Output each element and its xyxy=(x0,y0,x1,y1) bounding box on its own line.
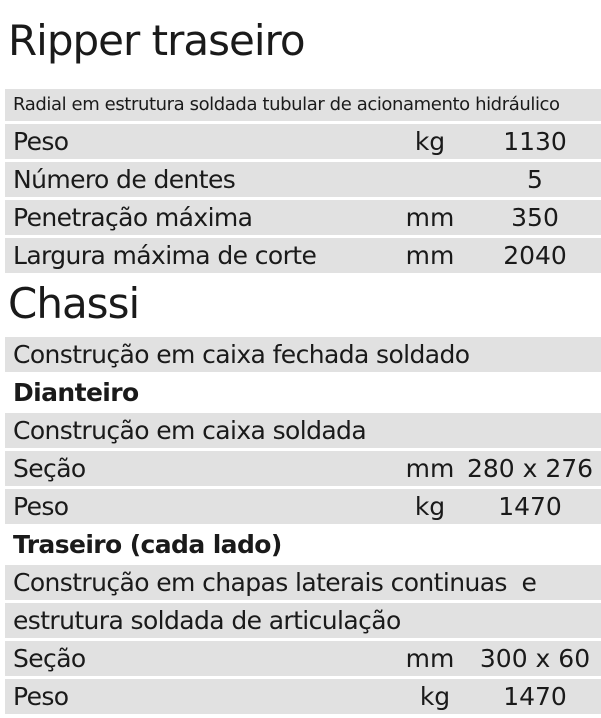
chassi-front-weight-value: 1470 xyxy=(498,492,562,521)
chassi-rear-section-label: Seção xyxy=(13,644,86,673)
ripper-cut-width-label: Largura máxima de corte xyxy=(13,241,317,270)
section-title-ripper: Ripper traseiro xyxy=(8,16,305,65)
ripper-penetration-label: Penetração máxima xyxy=(13,203,253,232)
ripper-teeth-label: Número de dentes xyxy=(13,165,236,194)
chassi-rear-row-weight xyxy=(5,679,601,716)
ripper-row-weight xyxy=(5,124,601,161)
chassi-rear-construction-row-1 xyxy=(5,565,601,602)
chassi-rear-construction-line2: estrutura soldada de articulação xyxy=(13,606,401,635)
chassi-front-weight-unit: kg xyxy=(414,492,446,521)
ripper-teeth-value: 5 xyxy=(527,165,543,194)
ripper-row-penetration xyxy=(5,200,601,237)
chassi-front-section-value: 280 x 276 xyxy=(466,454,594,483)
ripper-weight-label: Peso xyxy=(13,127,69,156)
ripper-cut-width-value: 2040 xyxy=(503,241,567,270)
chassi-front-section-unit: mm xyxy=(405,454,455,483)
chassi-rear-weight-unit: kg xyxy=(419,682,451,711)
chassi-rear-section-unit: mm xyxy=(405,644,455,673)
chassi-front-construction: Construção em caixa soldada xyxy=(13,416,367,445)
chassi-front-row-weight xyxy=(5,489,601,526)
chassi-rear-construction-row-2 xyxy=(5,603,601,640)
chassi-rear-row-section xyxy=(5,641,601,678)
ripper-description-row xyxy=(5,89,601,123)
chassi-rear-weight-value: 1470 xyxy=(503,682,567,711)
chassi-front-weight-label: Peso xyxy=(13,492,69,521)
chassi-rear-section-value: 300 x 60 xyxy=(479,644,591,673)
chassi-construction-row xyxy=(5,337,601,374)
chassi-rear-construction-line1: Construção em chapas laterais continuas e xyxy=(13,568,537,597)
chassi-front-heading-row xyxy=(5,375,601,412)
ripper-weight-value: 1130 xyxy=(503,127,567,156)
section-title-chassi: Chassi xyxy=(8,279,140,328)
ripper-weight-unit: kg xyxy=(414,127,446,156)
chassi-front-section-label: Seção xyxy=(13,454,86,483)
ripper-penetration-value: 350 xyxy=(511,203,559,232)
ripper-row-teeth xyxy=(5,162,601,199)
ripper-description: Radial em estrutura soldada tubular de acionamento hidráulico xyxy=(13,94,560,115)
chassi-rear-weight-label: Peso xyxy=(13,682,69,711)
chassi-rear-heading-row xyxy=(5,527,601,564)
chassi-front-construction-row xyxy=(5,413,601,450)
ripper-row-cut-width xyxy=(5,238,601,275)
chassi-construction: Construção em caixa fechada soldado xyxy=(13,340,470,369)
ripper-penetration-unit: mm xyxy=(405,203,455,232)
ripper-cut-width-unit: mm xyxy=(405,241,455,270)
chassi-front-heading: Dianteiro xyxy=(13,378,139,407)
chassi-front-row-section xyxy=(5,451,601,488)
chassi-rear-heading: Traseiro (cada lado) xyxy=(13,530,282,559)
